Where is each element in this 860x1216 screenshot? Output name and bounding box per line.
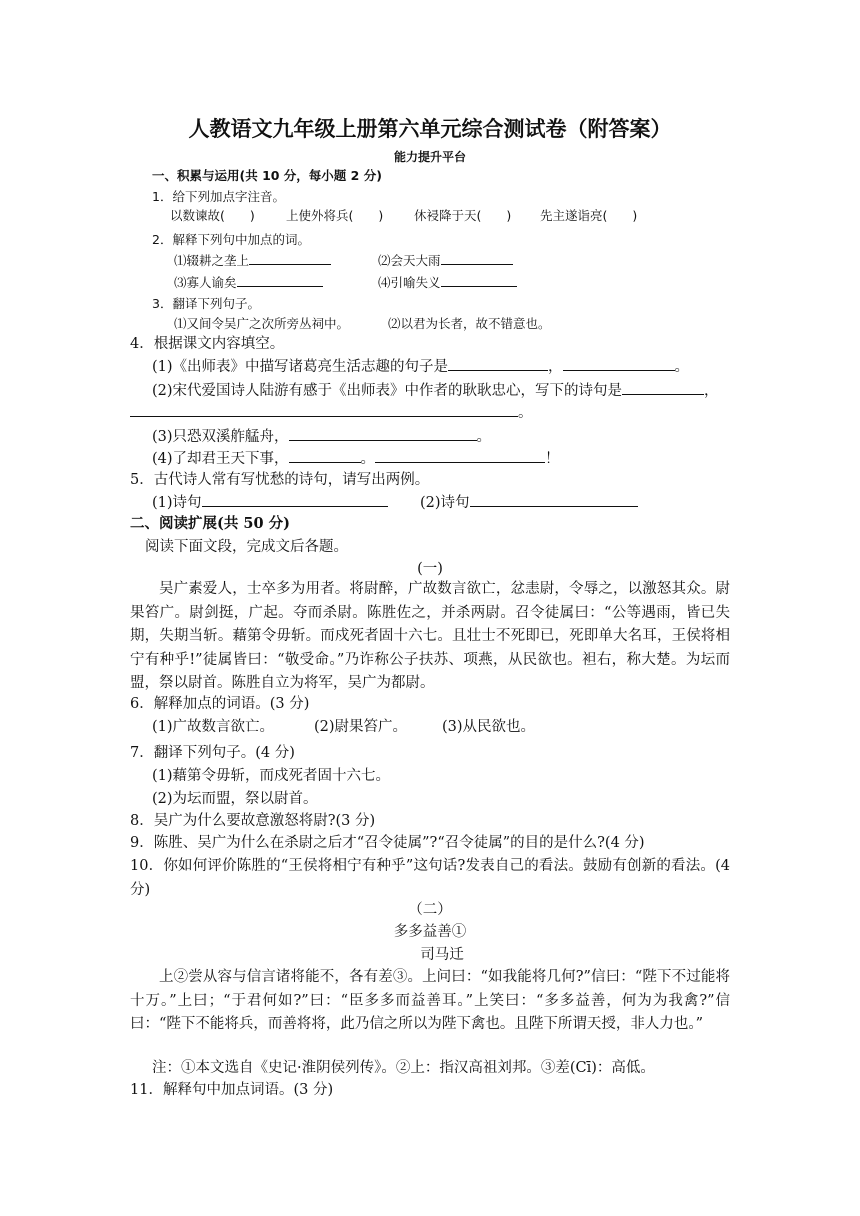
document-title: 人教语文九年级上册第六单元综合测试卷（附答案） bbox=[188, 117, 672, 141]
question-4-2-continued: 。 bbox=[130, 402, 533, 423]
passage-2-label: （二） bbox=[408, 902, 452, 918]
question-2-item: ⑶寡人谕矣 bbox=[174, 272, 323, 293]
question-4-3: (3)只恐双溪舴艋舟， 。 bbox=[152, 426, 491, 447]
reading-instruction: 阅读下面文段，完成文后各题。 bbox=[145, 539, 348, 555]
question-1: 1．给下列加点字注音。 bbox=[152, 189, 285, 204]
question-5-1: (1)诗句 bbox=[152, 492, 388, 513]
passage-2-title: 多多益善① bbox=[393, 924, 467, 940]
passage-2: 上②尝从容与信言诸将能不，各有差③。上问曰：“如我能将几何?”信曰：“陛下不过能将十万。”上曰；“于君何如?”曰：“臣多多而益善耳。”上笑曰：“多多益善，何为为我禽?”信曰：“陛下不能将兵，而善将将，此乃信之所以为陛下禽也。且陛下所谓天授，非人力也。” bbox=[130, 969, 730, 1032]
question-4-2: (2)宋代爱国诗人陆游有感于《出师表》中作者的耿耿忠心，写下的诗句是 ， bbox=[152, 380, 719, 401]
question-3-item: ⑵以君为长者，故不错意也。 bbox=[388, 316, 551, 331]
question-7-1: (1)藉第令毋斩，而戍死者固十六七。 bbox=[152, 768, 391, 784]
question-5-2: (2)诗句 bbox=[420, 492, 638, 513]
passage-1-label: (一) bbox=[417, 561, 443, 577]
passage-2-author: 司马迁 bbox=[420, 947, 464, 963]
question-11: 11．解释句中加点词语。(3 分) bbox=[130, 1082, 334, 1098]
question-3-item: ⑴又间令吴广之次所旁丛祠中。 bbox=[174, 316, 350, 331]
question-6-item: (2)尉果笞广。 bbox=[314, 719, 408, 735]
question-2-item: ⑴辍耕之垄上 bbox=[174, 250, 331, 271]
question-6-item: (1)广故数言欲亡。 bbox=[152, 719, 275, 735]
question-4: 4．根据课文内容填空。 bbox=[130, 336, 285, 352]
question-6-item: (3)从民欲也。 bbox=[442, 719, 536, 735]
question-10: 10．你如何评价陈胜的“王侯将相宁有种乎”这句话?发表自己的看法。鼓励有创新的看法。(4 分) bbox=[130, 858, 730, 898]
question-2: 2．解释下列句中加点的词。 bbox=[152, 232, 310, 247]
question-2-item: ⑷引喻失义 bbox=[378, 272, 517, 293]
question-9: 9．陈胜、吴广为什么在杀尉之后才“召令徒属”?“召令徒属”的目的是什么?(4 分) bbox=[130, 835, 645, 851]
question-1-item: 先主遂诣亮( ) bbox=[540, 208, 638, 223]
document-subtitle: 能力提升平台 bbox=[393, 150, 466, 164]
question-1-item: 休祲降于天( ) bbox=[414, 208, 512, 223]
question-6: 6．解释加点的词语。(3 分) bbox=[130, 696, 310, 712]
section1-heading: 一、积累与运用(共 10 分，每小题 2 分) bbox=[152, 168, 382, 183]
question-7-2: (2)为坛而盟，祭以尉首。 bbox=[152, 791, 318, 807]
section2-heading: 二、阅读扩展(共 50 分) bbox=[130, 515, 290, 532]
question-7: 7．翻译下列句子。(4 分) bbox=[130, 745, 295, 761]
question-4-4: (4)了却君王天下事， 。 ！ bbox=[152, 448, 560, 469]
question-1-item: 以数谏故( ) bbox=[170, 208, 255, 223]
question-2-item: ⑵会天大雨 bbox=[378, 250, 513, 271]
question-8: 8．吴广为什么要故意激怒将尉?(3 分) bbox=[130, 813, 376, 829]
question-3: 3．翻译下列句子。 bbox=[152, 296, 260, 311]
passage-2-notes: 注：①本文选自《史记·淮阴侯列传》。②上：指汉高祖刘邦。③差(Cī)：高低。 bbox=[152, 1060, 655, 1076]
question-1-item: 上使外将兵( ) bbox=[286, 208, 384, 223]
passage-1: 吴广素爱人，士卒多为用者。将尉醉，广故数言欲亡，忿恚尉，令辱之，以激怒其众。尉果笞广。尉剑挺，广起。夺而杀尉。陈胜佐之，并杀两尉。召令徒属曰：“公等遇雨，皆已失期，失期当斩。藉第令毋斩。而戍死者固十六七。且壮士不死即已，死即单大名耳，王侯将相宁有种乎!”徒属皆曰：“敬受命。”乃诈称公子扶苏、项燕，从民欲也。袒右，称大楚。为坛而盟，祭以尉首。陈胜自立为将军，吴广为都尉。 bbox=[130, 581, 730, 691]
question-5: 5．古代诗人常有写忧愁的诗句，请写出两例。 bbox=[130, 472, 430, 488]
question-4-1: (1)《出师表》中描写诸葛亮生活志趣的句子是 ， 。 bbox=[152, 356, 689, 377]
